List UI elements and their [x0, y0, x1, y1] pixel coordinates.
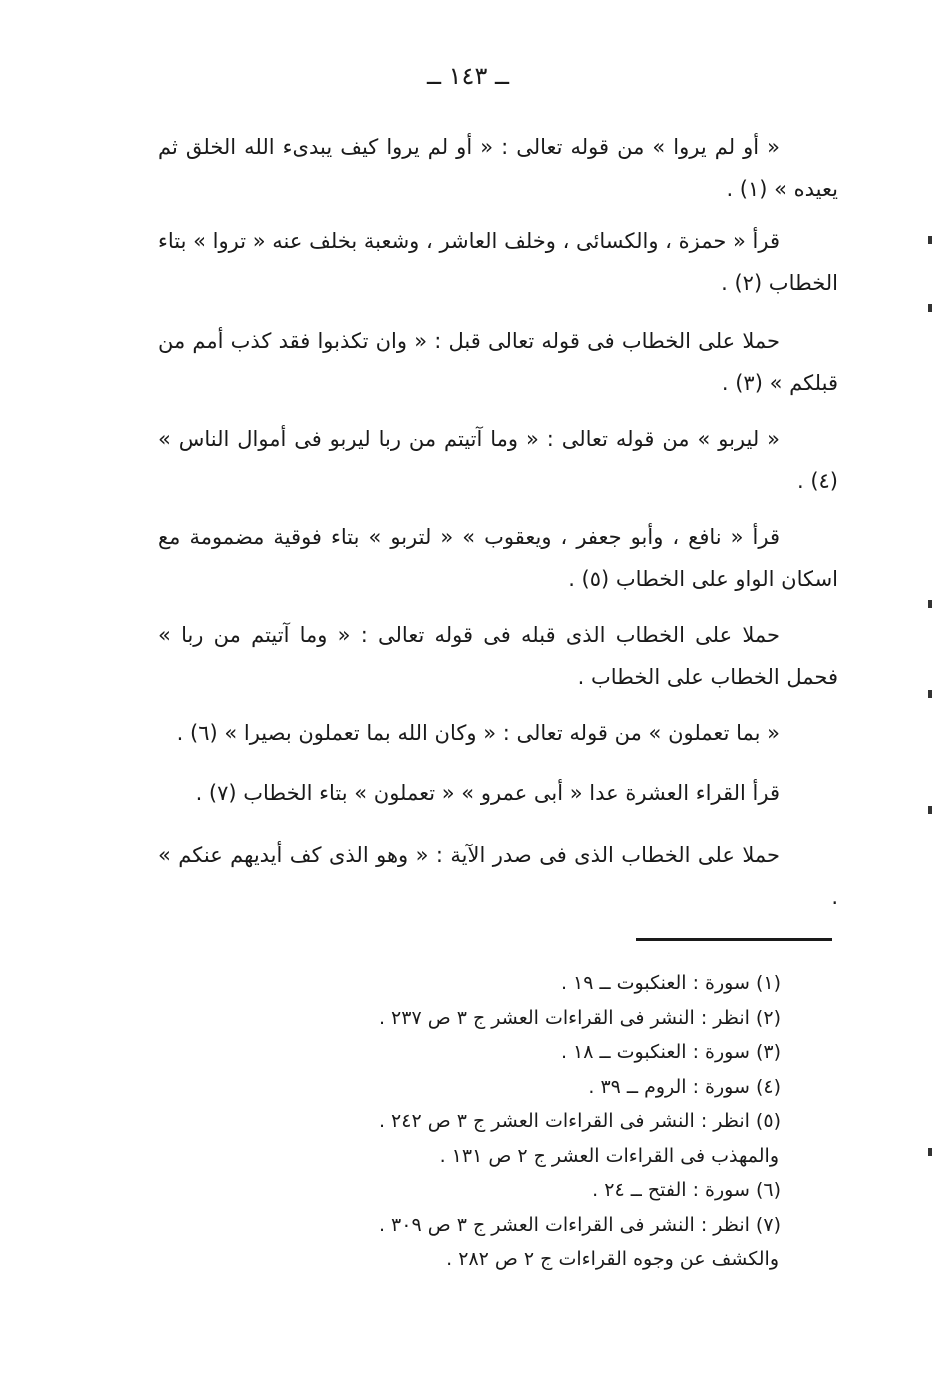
- paragraph-2: قرأ « حمزة ، والكسائى ، وخلف العاشر ، وشعبة بخلف عنه « تروا » بتاء الخطاب (٢) .: [158, 229, 838, 295]
- paragraph-3: حملا على الخطاب فى قوله تعالى قبل : « وان تكذبوا فقد كذب أمم من قبلكم » (٣) .: [158, 329, 838, 395]
- footnote-5-continuation: والمهذب فى القراءات العشر ج ٢ ص ١٣١ .: [439, 1144, 779, 1167]
- footnote-1: (١) سورة : العنكبوت ــ ١٩ .: [560, 972, 781, 994]
- scan-edge-mark: [928, 236, 932, 244]
- footnote-6: (٦) سورة : الفتح ــ ٢٤ .: [592, 1179, 781, 1201]
- scan-edge-mark: [928, 304, 932, 312]
- scan-edge-mark: [928, 806, 932, 814]
- footnote-5: (٥) انظر : النشر فى القراءات العشر ج ٣ ص ٢٤٢ .: [378, 1110, 781, 1132]
- paragraph-4: « ليربو » من قوله تعالى : « وما آتيتم من ربا ليربو فى أموال الناس » (٤) .: [158, 427, 838, 493]
- paragraph-7: « بما تعملون » من قوله تعالى : « وكان الله بما تعملون بصيرا » (٦) .: [176, 721, 780, 745]
- footnote-7-continuation: والكشف عن وجوه القراءات ج ٢ ص ٢٨٢ .: [446, 1248, 779, 1270]
- footnote-7: (٧) انظر : النشر فى القراءات العشر ج ٣ ص ٣٠٩ .: [378, 1213, 781, 1236]
- footnote-2: (٢) انظر : النشر فى القراءات العشر ج ٣ ص ٢٣٧ .: [378, 1006, 781, 1029]
- footnotes: [181, 966, 781, 1277]
- scan-edge-mark: [928, 600, 932, 608]
- page-number: ــ ١٤٣ ــ: [426, 62, 510, 90]
- footnote-separator: [636, 938, 832, 941]
- paragraph-6: حملا على الخطاب الذى قبله فى قوله تعالى : « وما آتيتم من ربا » فحمل الخطاب على الخطاب .: [158, 623, 838, 689]
- scan-edge-mark: [928, 690, 932, 698]
- paragraph-8: قرأ القراء العشرة عدا « أبى عمرو » « تعملون » بتاء الخطاب (٧) .: [195, 781, 780, 805]
- paragraph-9: حملا على الخطاب الذى فى صدر الآية : « وهو الذى كف أيديهم عنكم » .: [158, 843, 838, 909]
- paragraph-5: قرأ « نافع ، وأبو جعفر ، ويعقوب » « لتربو » بتاء فوقية مضمومة مع اسكان الواو على الخطاب (٥) .: [158, 525, 838, 591]
- paragraph-1: « أو لم يروا » من قوله تعالى : « أو لم يروا كيف يبدىء الله الخلق ثم يعيده » (١) .: [158, 135, 838, 201]
- footnote-3: (٣) سورة : العنكبوت ــ ١٨ .: [560, 1041, 781, 1063]
- scan-edge-mark: [928, 1148, 932, 1156]
- footnote-4: (٤) سورة : الروم ــ ٣٩ .: [588, 1075, 781, 1098]
